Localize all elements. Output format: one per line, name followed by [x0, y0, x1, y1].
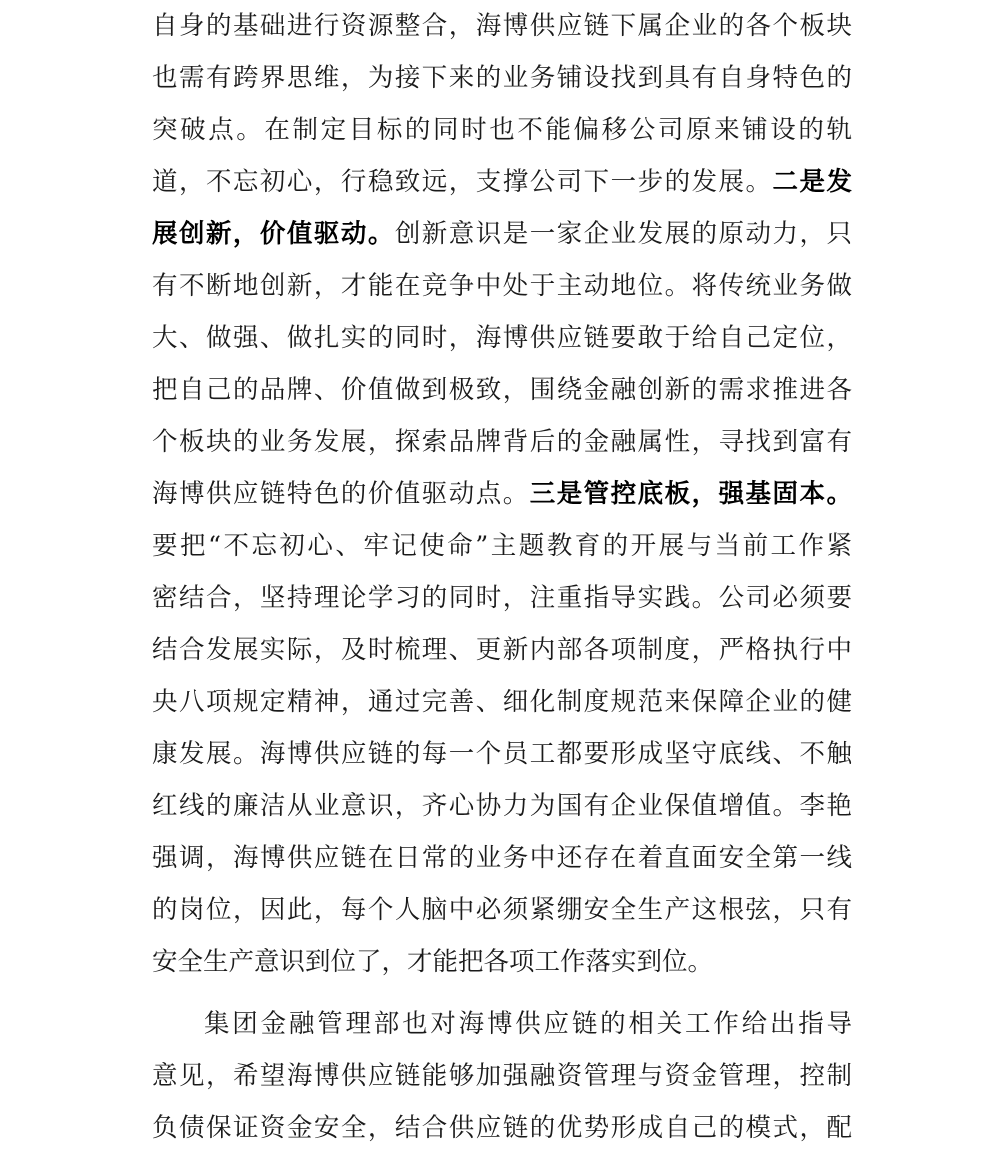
text-line [152, 624, 852, 676]
text-line [152, 52, 852, 104]
text-run: 强调，海博供应链在日常的业务中还存在着直面安全第一线 [152, 843, 852, 873]
text-line [152, 1050, 852, 1102]
text-run: 也需有跨界思维，为接下来的业务铺设找到具有自身特色的 [152, 63, 852, 93]
text-line [152, 208, 852, 260]
text-line [152, 832, 852, 884]
text-line [152, 416, 852, 468]
text-line [152, 676, 852, 728]
text-line [152, 104, 852, 156]
text-run: 意见，希望海博供应链能够加强融资管理与资金管理，控制 [152, 1061, 852, 1091]
text-line [152, 260, 852, 312]
text-run: 康发展。海博供应链的每一个员工都要形成坚守底线、不触 [152, 739, 852, 769]
text-line [152, 468, 852, 520]
text-line [152, 312, 852, 364]
text-line [152, 364, 852, 416]
bold-heading-run: 展创新，价值驱动。 [152, 219, 395, 249]
text-run: 把自己的品牌、价值做到极致，围绕金融创新的需求推进各 [152, 375, 852, 405]
text-line [152, 780, 852, 832]
text-run: 海博供应链特色的价值驱动点。 [152, 479, 530, 509]
text-run: 密结合，坚持理论学习的同时，注重指导实践。公司必须要 [152, 583, 852, 613]
text-run: 自身的基础进行资源整合，海博供应链下属企业的各个板块 [152, 11, 852, 41]
text-line [152, 156, 852, 208]
text-line [152, 728, 852, 780]
text-run: 安全生产意识到位了，才能把各项工作落实到位。 [152, 947, 714, 977]
text-line [152, 520, 852, 572]
bold-heading-run: 三是管控底板，强基固本。 [529, 479, 852, 509]
text-run: 个板块的业务发展，探索品牌背后的金融属性，寻找到富有 [152, 427, 852, 457]
text-line [152, 1102, 852, 1154]
text-run: 创新意识是一家企业发展的原动力，只 [394, 219, 852, 249]
text-line [152, 884, 852, 936]
text-run: 结合发展实际，及时梳理、更新内部各项制度，严格执行中 [152, 635, 852, 665]
bold-heading-run: 二是发 [772, 167, 852, 197]
text-run: 道，不忘初心，行稳致远，支撑公司下一步的发展。 [152, 167, 773, 197]
text-line [152, 572, 852, 624]
text-run: 负债保证资金安全，结合供应链的优势形成自己的模式，配 [152, 1113, 852, 1143]
text-run: 有不断地创新，才能在竞争中处于主动地位。将传统业务做 [152, 271, 852, 301]
paragraph-first-line [152, 998, 852, 1050]
text-run: 集团金融管理部也对海博供应链的相关工作给出指导 [204, 1009, 852, 1039]
text-run: 的岗位，因此，每个人脑中必须紧绷安全生产这根弦，只有 [152, 895, 852, 925]
text-run: 央八项规定精神，通过完善、细化制度规范来保障企业的健 [152, 687, 852, 717]
text-run: 大、做强、做扎实的同时，海博供应链要敢于给自己定位， [152, 323, 852, 353]
text-line [152, 0, 852, 52]
text-run: 突破点。在制定目标的同时也不能偏移公司原来铺设的轨 [152, 115, 852, 145]
text-run: 红线的廉洁从业意识，齐心协力为国有企业保值增值。李艳 [152, 791, 852, 821]
text-line [152, 936, 852, 988]
text-run: 要把“不忘初心、牢记使命”主题教育的开展与当前工作紧 [152, 531, 852, 561]
